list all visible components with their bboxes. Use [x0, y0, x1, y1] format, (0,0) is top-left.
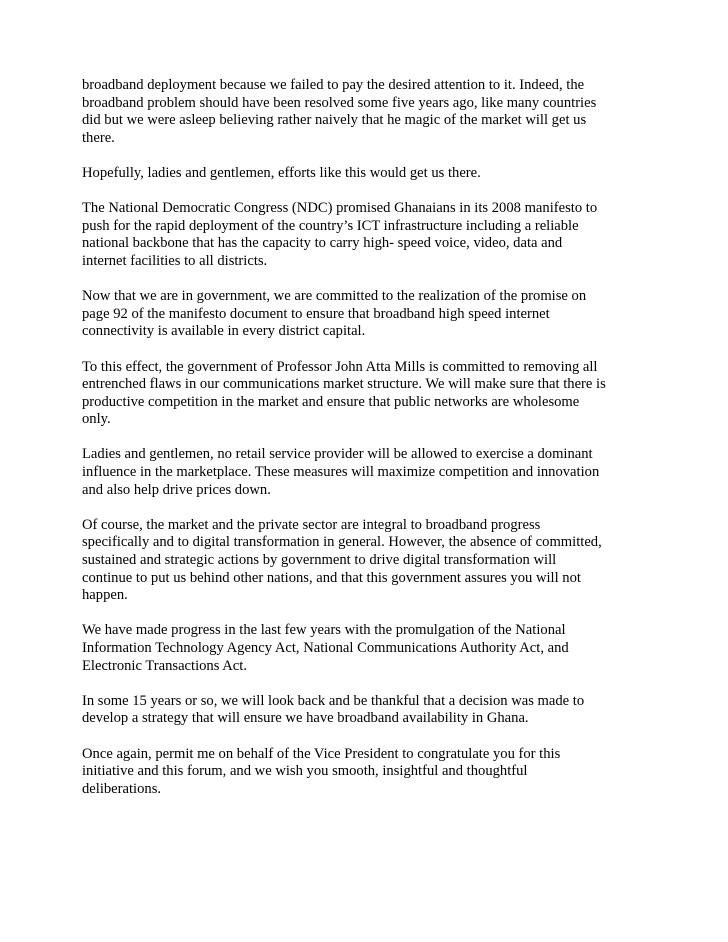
text-line: Information Technology Agency Act, National Communications Authority Act, and: [82, 640, 569, 656]
paragraph: [82, 200, 652, 270]
text-line: develop a strategy that will ensure we have broadband availability in Ghana.: [82, 710, 529, 727]
text-line: In some 15 years or so, we will look back and be thankful that a decision was made to: [82, 692, 585, 709]
document-body: [82, 77, 652, 816]
text-line: Now that we are in government, we are committed to the realization of the promise on: [82, 288, 587, 305]
text-line: happen.: [82, 587, 128, 604]
text-line: specifically and to digital transformation in general. However, the absence of committed,: [82, 534, 602, 551]
text-line: only.: [82, 411, 111, 428]
text-line: Once again, permit me on behalf of the Vice President to congratulate you for this: [82, 745, 561, 762]
paragraph: [82, 446, 652, 499]
text-line: internet facilities to all districts.: [82, 252, 268, 269]
paragraph: [82, 165, 652, 183]
paragraph: [82, 693, 652, 728]
text-line: Ladies and gentlemen, no retail service provider will be allowed to exercise a dominant: [82, 446, 593, 463]
paragraph: [82, 77, 652, 147]
text-line: To this effect, the government of Professor John Atta Mills is committed to removing all: [82, 358, 598, 375]
text-line: broadband problem should have been resolved some five years ago, like many countries: [82, 94, 597, 111]
text-line: connectivity is available in every district capital.: [82, 323, 366, 340]
paragraph: [82, 622, 652, 675]
text-line: initiative and this forum, and we wish you smooth, insightful and thoughtful: [82, 763, 528, 780]
text-line: Hopefully, ladies and gentlemen, efforts like this would get us there.: [82, 164, 481, 181]
paragraph: [82, 517, 652, 605]
text-line: influence in the marketplace. These measures will maximize competition and innovation: [82, 464, 600, 481]
text-line: there.: [82, 129, 115, 146]
text-line: Electronic Transactions Act.: [82, 657, 247, 674]
text-line: continue to put us behind other nations, and that this government assures you will not: [82, 569, 581, 586]
text-line: deliberations.: [82, 780, 162, 797]
text-line: sustained and strategic actions by government to drive digital transformation will: [82, 552, 557, 569]
text-line: broadband deployment because we failed to pay the desired attention to it. Indeed, the: [82, 77, 585, 93]
text-line: did but we were asleep believing rather naively that he magic of the market will get us: [82, 112, 587, 129]
text-line: Of course, the market and the private sector are integral to broadband progress: [82, 516, 541, 533]
text-line: national backbone that has the capacity to carry high- speed voice, video, data and: [82, 235, 563, 252]
text-line: page 92 of the manifesto document to ensure that broadband high speed internet: [82, 305, 550, 322]
paragraph: [82, 359, 652, 429]
text-line: and also help drive prices down.: [82, 481, 271, 498]
text-line: The National Democratic Congress (NDC) promised Ghanaians in its 2008 manifesto to: [82, 200, 598, 217]
paragraph: [82, 746, 652, 799]
text-line: productive competition in the market and ensure that public networks are wholesome: [82, 393, 580, 410]
text-line: entrenched flaws in our communications market structure. We will make sure that there is: [82, 376, 606, 393]
text-line: push for the rapid deployment of the country’s ICT infrastructure including a reliable: [82, 217, 579, 234]
paragraph: [82, 288, 652, 341]
text-line: We have made progress in the last few years with the promulgation of the National: [82, 622, 566, 639]
